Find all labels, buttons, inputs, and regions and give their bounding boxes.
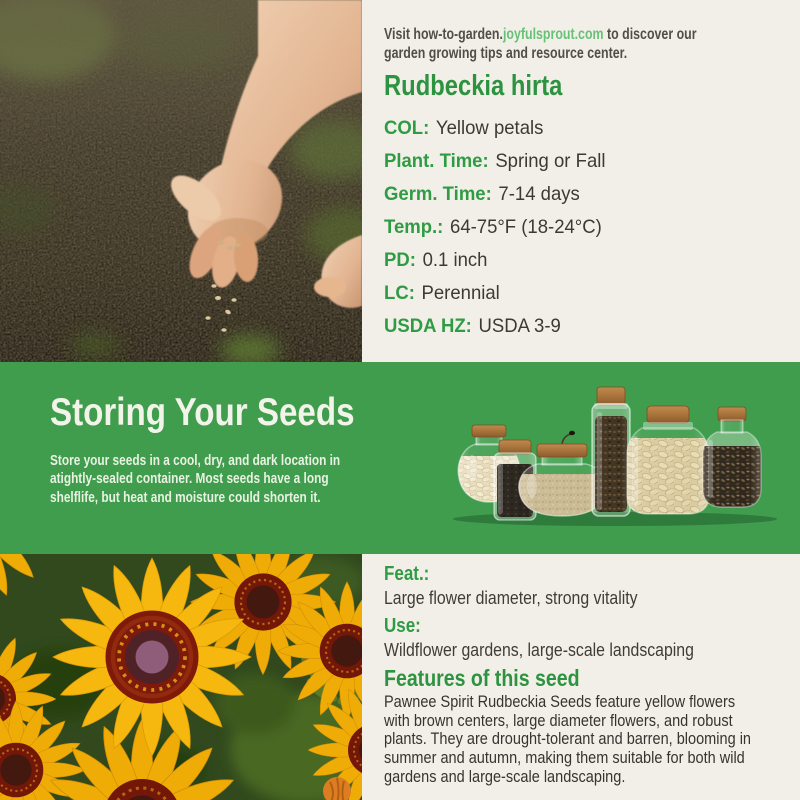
plant-details-list [384,116,605,347]
sowing-photo [0,0,362,362]
detail-value: 7-14 days [498,183,580,205]
detail-row-germ-time [384,182,605,206]
use-label: Use: [384,615,421,637]
banner-title: Storing Your Seeds [50,391,355,434]
detail-label: Plant. Time: [384,150,489,172]
seed-jars-illustration [450,374,795,529]
plant-title: Rudbeckia hirta [384,70,563,102]
intro-prefix: Visit how-to-garden. [384,26,503,43]
joyfulsprout-link[interactable]: joyfulsprout.com [502,26,604,43]
detail-row-plant-time [384,149,605,173]
detail-label: Germ. Time: [384,183,492,205]
detail-value: Spring or Fall [495,150,606,172]
detail-value: 64-75°F (18-24°C) [450,216,602,238]
detail-label: PD: [384,249,416,271]
detail-row-color [384,116,605,140]
seed-jars-photo [450,374,795,529]
detail-row-life-cycle [384,281,605,305]
intro-suffix: to discover our garden growing tips and resource center. [384,26,697,62]
detail-value: Yellow petals [435,117,544,139]
feat-value: Large flower diameter, strong vitality [384,588,638,608]
detail-row-usda-zone [384,314,605,338]
features-body: Pawnee Spirit Rudbeckia Seeds feature yellow flowers with brown centers, large diameter flowers, and robust plants. They are drought-tolerant and barren, blooming in summer and autumn, making them suitable for both wild gardens and large-scale landscaping. [384,693,752,786]
detail-label: LC: [384,282,415,304]
detail-row-temp [384,215,605,239]
flowers-illustration [0,554,362,800]
detail-value: USDA 3-9 [478,315,561,337]
jar-mixed-seeds [700,407,764,508]
banner-body: Store your seeds in a cool, dry, and dark location in atightly-sealed container. Most seeds have a long shelflife, but heat and moisture could shorten it. [50,452,341,506]
flowers-photo [0,554,362,800]
intro-text [384,26,723,64]
detail-label: USDA HZ: [384,315,472,337]
jar-pumpkin-seeds [625,406,711,514]
detail-label: COL: [384,117,430,139]
sowing-photo-illustration [0,0,362,362]
detail-row-planting-depth [384,248,605,272]
jar-tall-brown-seeds [592,387,630,516]
detail-label: Temp.: [384,216,444,238]
features-heading: Features of this seed [384,665,580,691]
detail-value: 0.1 inch [422,249,488,271]
feat-label: Feat.: [384,563,430,585]
use-value: Wildflower gardens, large-scale landscaping [384,640,694,660]
detail-value: Perennial [421,282,500,304]
